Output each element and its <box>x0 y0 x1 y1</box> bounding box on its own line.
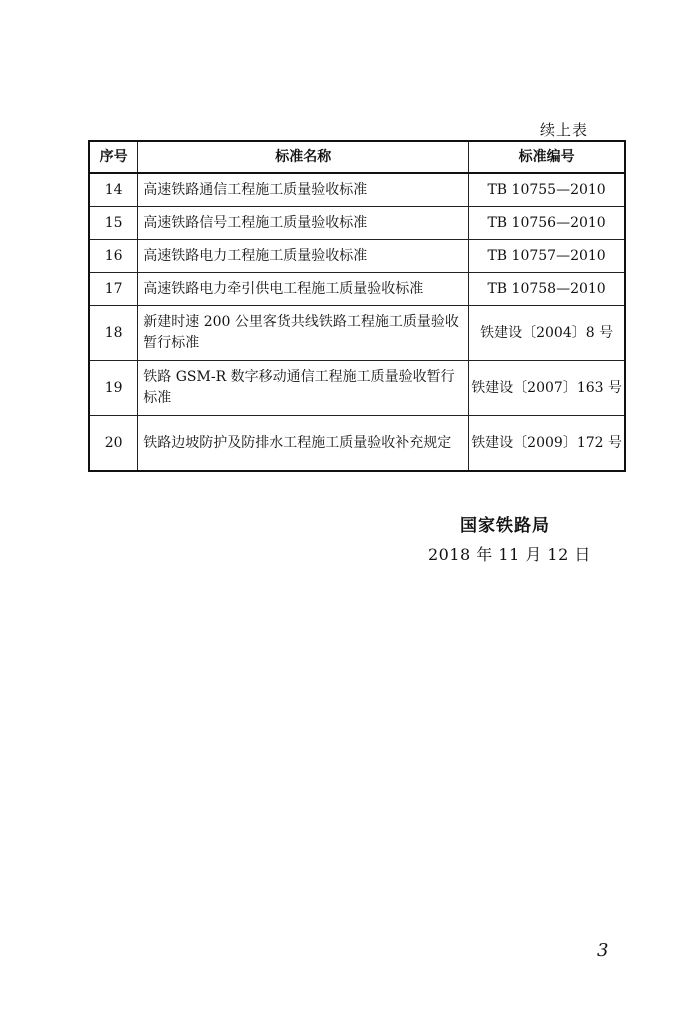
row-index: 18 <box>89 306 138 361</box>
row-index: 20 <box>89 416 138 472</box>
row-index: 16 <box>89 240 138 273</box>
row-code: TB 10756—2010 <box>469 207 625 240</box>
row-name: 高速铁路电力牵引供电工程施工质量验收标准 <box>138 273 469 306</box>
table-row <box>89 306 625 361</box>
page-number: 3 <box>597 940 609 961</box>
row-code: 铁建设〔2004〕8 号 <box>469 306 625 361</box>
row-code: TB 10758—2010 <box>469 273 625 306</box>
table-row <box>89 173 625 207</box>
header-name: 标准名称 <box>138 141 469 173</box>
row-code: TB 10757—2010 <box>469 240 625 273</box>
table-row <box>89 207 625 240</box>
header-code: 标准编号 <box>469 141 625 173</box>
table-row <box>89 361 625 416</box>
row-index: 15 <box>89 207 138 240</box>
issue-date: 2018 年 11 月 12 日 <box>428 545 591 564</box>
row-name: 新建时速 200 公里客货共线铁路工程施工质量验收暂行标准 <box>138 306 469 361</box>
standards-table <box>88 140 626 472</box>
row-name: 高速铁路电力工程施工质量验收标准 <box>138 240 469 273</box>
row-index: 19 <box>89 361 138 416</box>
row-name: 高速铁路信号工程施工质量验收标准 <box>138 207 469 240</box>
row-index: 14 <box>89 173 138 207</box>
table-row <box>89 240 625 273</box>
header-index: 序号 <box>89 141 138 173</box>
table-header-row <box>89 141 625 173</box>
row-code: 铁建设〔2009〕172 号 <box>469 416 625 472</box>
row-index: 17 <box>89 273 138 306</box>
table-row <box>89 273 625 306</box>
row-code: 铁建设〔2007〕163 号 <box>469 361 625 416</box>
row-code: TB 10755—2010 <box>469 173 625 207</box>
issuing-organization: 国家铁路局 <box>460 516 550 536</box>
table-row <box>89 416 625 472</box>
row-name: 铁路 GSM-R 数字移动通信工程施工质量验收暂行标准 <box>138 361 469 416</box>
continued-label: 续上表 <box>540 121 589 139</box>
row-name: 铁路边坡防护及防排水工程施工质量验收补充规定 <box>138 416 469 472</box>
row-name: 高速铁路通信工程施工质量验收标准 <box>138 173 469 207</box>
